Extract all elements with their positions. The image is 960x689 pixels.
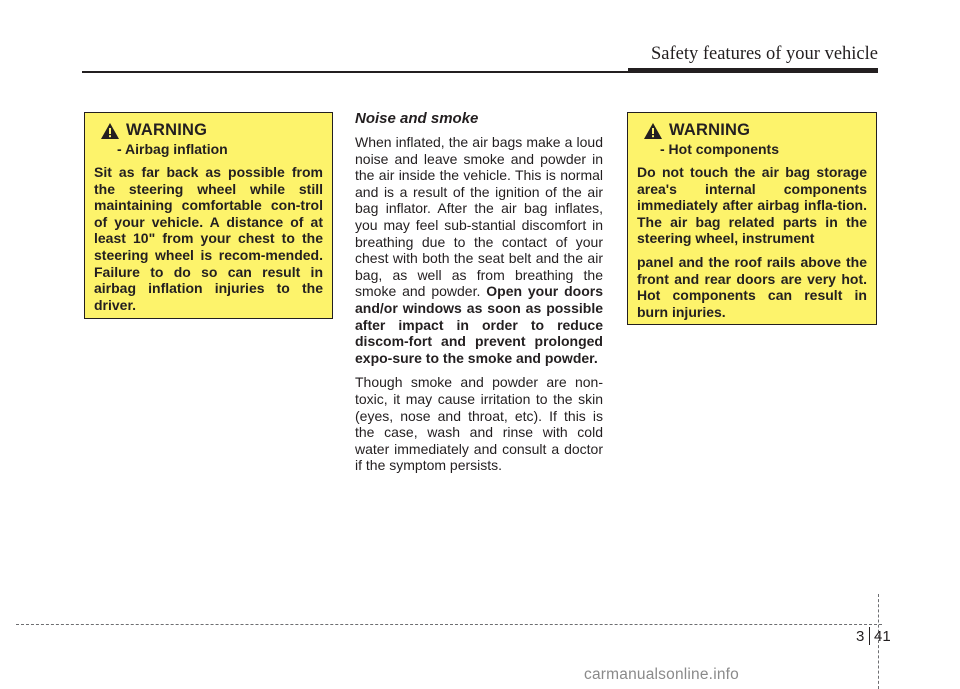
warning-label: WARNING xyxy=(669,121,751,139)
warning-box-hot-components xyxy=(627,112,877,325)
section-header-title: Safety features of your vehicle xyxy=(650,44,878,64)
paragraph-1 xyxy=(355,134,603,366)
paragraph-1-emphasis: Open your doors and/or windows as soon as possible after impact in order to reduce discom-fort and prevent prolonged expo-sure to the smoke and powder. xyxy=(355,283,603,366)
watermark: carmanualsonline.info xyxy=(584,666,739,683)
warning-header xyxy=(643,121,867,140)
page-number-divider xyxy=(869,627,870,645)
paragraph-1-text: When inflated, the air bags make a loud noise and leave smoke and powder in the air inside the vehicle. This is normal and is a result of the ignition of the air bag inflator. After the air bag inflates, you may feel sub-stantial discomfort in breathing due to the contact of your chest with both the seat belt and the air bag, as well as from breathing the smoke and powder. xyxy=(355,134,603,300)
warning-label: WARNING xyxy=(126,121,208,139)
warning-header xyxy=(100,121,323,140)
paragraph-2: Though smoke and powder are non-toxic, it may cause irritation to the skin (eyes, nose and throat, etc). If this is the case, wash and rinse with cold water immediately and consult a doctor if the symptom persists. xyxy=(355,374,603,474)
section-title: Noise and smoke xyxy=(355,110,479,127)
warning-triangle-icon xyxy=(100,122,120,140)
chapter-number: 3 xyxy=(856,628,865,645)
footer-rule xyxy=(16,624,882,625)
noise-and-smoke-section xyxy=(355,110,603,482)
warning-text: Do not touch the air bag storage area's internal components immediately after airbag infla-tion. The air bag related parts in the steering wheel, instrument xyxy=(637,164,867,247)
header-rule-accent xyxy=(628,68,878,73)
warning-subtitle: - Hot components xyxy=(660,141,779,157)
warning-subtitle: - Airbag inflation xyxy=(117,141,228,157)
warning-text: Sit as far back as possible from the steering wheel while still maintaining comfortable con-trol of your vehicle. A distance of at least 10" from your chest to the steering wheel is recom-mended. Failure to do so can result in airbag inflation injuries to the driver. xyxy=(94,164,323,313)
page-number: 41 xyxy=(874,628,891,645)
warning-box-airbag-inflation xyxy=(84,112,333,319)
warning-text-continued: panel and the roof rails above the front and rear doors are very hot. Hot components can result in burn injuries. xyxy=(637,253,867,320)
warning-triangle-icon xyxy=(643,122,663,140)
